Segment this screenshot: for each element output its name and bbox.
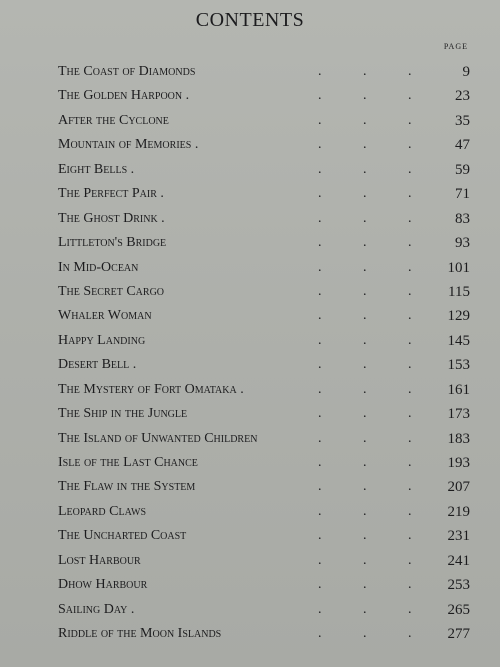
entry-title: The Secret Cargo	[58, 283, 165, 299]
leader-dot: .	[408, 235, 412, 251]
leader-dot: .	[363, 235, 367, 251]
leader-dot: .	[318, 503, 322, 519]
entry-title: Desert Bell .	[58, 357, 137, 373]
entry-page-number: 93	[455, 235, 470, 252]
leader-dot: .	[408, 64, 412, 79]
entry-title: Mountain of Memories .	[58, 137, 199, 153]
entry-title: The Flaw in the System	[58, 479, 196, 495]
leader-dot: .	[318, 552, 322, 568]
leader-dot: .	[408, 430, 412, 446]
entry-page-number: 145	[447, 332, 470, 349]
leader-dot: .	[363, 308, 367, 324]
leader-dot: .	[363, 455, 367, 470]
contents-entry	[58, 353, 470, 377]
leader-dot: .	[363, 186, 367, 202]
contents-entry	[58, 158, 470, 182]
leader-dot: .	[318, 406, 322, 422]
entry-page-number: 173	[447, 406, 470, 423]
entry-title: The Perfect Pair .	[58, 186, 164, 202]
leader-dot: .	[408, 283, 412, 299]
contents-entry	[58, 622, 470, 646]
entry-page-number: 115	[448, 283, 470, 300]
leader-dot: .	[318, 259, 322, 275]
leader-dot: .	[318, 235, 322, 251]
leader-dot: .	[318, 308, 322, 324]
leader-dot: .	[408, 601, 412, 617]
leader-dot: .	[318, 430, 322, 446]
contents-entry	[58, 598, 470, 622]
leader-dot: .	[408, 259, 412, 275]
leader-dot: .	[318, 357, 322, 373]
entry-title: The Uncharted Coast	[58, 528, 187, 544]
leader-dot: .	[363, 64, 367, 79]
entry-page-number: 219	[447, 503, 470, 520]
leader-dot: .	[318, 64, 322, 79]
entry-page-number: 231	[447, 528, 470, 545]
entry-page-number: 161	[447, 381, 470, 398]
entry-title: The Island of Unwanted Children	[58, 430, 258, 446]
entry-title: The Coast of Diamonds	[58, 64, 196, 79]
leader-dot: .	[408, 88, 412, 104]
contents-entry	[58, 573, 470, 597]
entry-title: The Ship in the Jungle	[58, 406, 188, 422]
leader-dot: .	[408, 332, 412, 348]
entry-title: Lost Harbour	[58, 552, 141, 568]
leader-dot: .	[318, 88, 322, 104]
page-column-label: PAGE	[443, 42, 468, 51]
leader-dot: .	[363, 552, 367, 568]
leader-dot: .	[363, 283, 367, 299]
entry-title: After the Cyclone	[58, 112, 169, 128]
entry-title: The Mystery of Fort Omataka .	[58, 381, 244, 397]
contents-entry	[58, 304, 470, 328]
leader-dot: .	[363, 406, 367, 422]
contents-entry	[58, 524, 470, 548]
contents-entry	[58, 109, 470, 133]
leader-dot: .	[408, 308, 412, 324]
entry-title: In Mid-Ocean	[58, 259, 139, 275]
entry-page-number: 71	[455, 186, 470, 203]
contents-entry	[58, 329, 470, 353]
leader-dot: .	[363, 577, 367, 593]
entry-page-number: 277	[447, 626, 470, 643]
entry-page-number: 253	[447, 577, 470, 594]
entry-page-number: 241	[447, 552, 470, 569]
leader-dot: .	[318, 161, 322, 177]
contents-entry	[58, 549, 470, 573]
leader-dot: .	[408, 528, 412, 544]
leader-dot: .	[363, 112, 367, 128]
leader-dot: .	[408, 479, 412, 495]
leader-dot: .	[318, 186, 322, 202]
leader-dot: .	[363, 88, 367, 104]
leader-dot: .	[318, 528, 322, 544]
entry-title: Littleton's Bridge	[58, 235, 167, 251]
leader-dot: .	[363, 137, 367, 153]
contents-entry	[58, 378, 470, 402]
leader-dot: .	[363, 381, 367, 397]
leader-dot: .	[318, 479, 322, 495]
entry-page-number: 23	[455, 88, 470, 105]
contents-entry	[58, 207, 470, 231]
entry-page-number: 83	[455, 210, 470, 227]
entry-title: Sailing Day .	[58, 601, 135, 617]
leader-dot: .	[318, 137, 322, 153]
contents-entry	[58, 402, 470, 426]
contents-entry	[58, 280, 470, 304]
contents-entry	[58, 60, 470, 84]
entry-page-number: 265	[447, 601, 470, 618]
contents-entry	[58, 256, 470, 280]
leader-dot: .	[408, 161, 412, 177]
leader-dot: .	[408, 406, 412, 422]
entry-page-number: 47	[455, 137, 470, 154]
leader-dot: .	[363, 626, 367, 642]
entry-page-number: 59	[455, 161, 470, 178]
leader-dot: .	[408, 137, 412, 153]
contents-entry	[58, 231, 470, 255]
entry-title: Whaler Woman	[58, 308, 152, 324]
leader-dot: .	[318, 577, 322, 593]
entry-page-number: 101	[447, 259, 470, 276]
entry-page-number: 129	[447, 308, 470, 325]
contents-entry	[58, 182, 470, 206]
page-title: CONTENTS	[195, 9, 305, 31]
leader-dot: .	[318, 455, 322, 470]
leader-dot: .	[408, 381, 412, 397]
leader-dot: .	[363, 332, 367, 348]
entry-page-number: 183	[447, 430, 470, 447]
leader-dot: .	[363, 479, 367, 495]
leader-dot: .	[363, 503, 367, 519]
leader-dot: .	[408, 503, 412, 519]
leader-dot: .	[408, 577, 412, 593]
leader-dot: .	[318, 332, 322, 348]
leader-dot: .	[318, 626, 322, 642]
leader-dot: .	[318, 601, 322, 617]
leader-dot: .	[363, 161, 367, 177]
contents-entry	[58, 84, 470, 108]
leader-dot: .	[318, 283, 322, 299]
contents-entry	[58, 475, 470, 499]
leader-dot: .	[363, 357, 367, 373]
entry-title: The Golden Harpoon .	[58, 88, 190, 104]
entry-title: Leopard Claws	[58, 503, 147, 519]
entry-title: Riddle of the Moon Islands	[58, 626, 222, 642]
entry-page-number: 207	[447, 479, 470, 496]
entry-page-number: 9	[462, 64, 470, 80]
leader-dot: .	[408, 455, 412, 470]
leader-dot: .	[318, 381, 322, 397]
contents-list	[58, 60, 470, 647]
leader-dot: .	[408, 186, 412, 202]
entry-page-number: 193	[447, 455, 470, 471]
entry-title: Eight Bells .	[58, 161, 135, 177]
leader-dot: .	[318, 210, 322, 226]
entry-page-number: 153	[447, 357, 470, 374]
leader-dot: .	[408, 112, 412, 128]
entry-page-number: 35	[455, 112, 470, 129]
contents-entry	[58, 427, 470, 451]
leader-dot: .	[408, 210, 412, 226]
entry-title: The Ghost Drink .	[58, 210, 165, 226]
contents-entry	[58, 451, 470, 475]
leader-dot: .	[318, 112, 322, 128]
leader-dot: .	[363, 430, 367, 446]
leader-dot: .	[363, 601, 367, 617]
leader-dot: .	[363, 259, 367, 275]
entry-title: Isle of the Last Chance	[58, 455, 198, 470]
leader-dot: .	[363, 528, 367, 544]
contents-entry	[58, 500, 470, 524]
contents-entry	[58, 133, 470, 157]
entry-title: Dhow Harbour	[58, 577, 148, 593]
leader-dot: .	[363, 210, 367, 226]
leader-dot: .	[408, 357, 412, 373]
leader-dot: .	[408, 552, 412, 568]
leader-dot: .	[408, 626, 412, 642]
entry-title: Happy Landing	[58, 332, 146, 348]
